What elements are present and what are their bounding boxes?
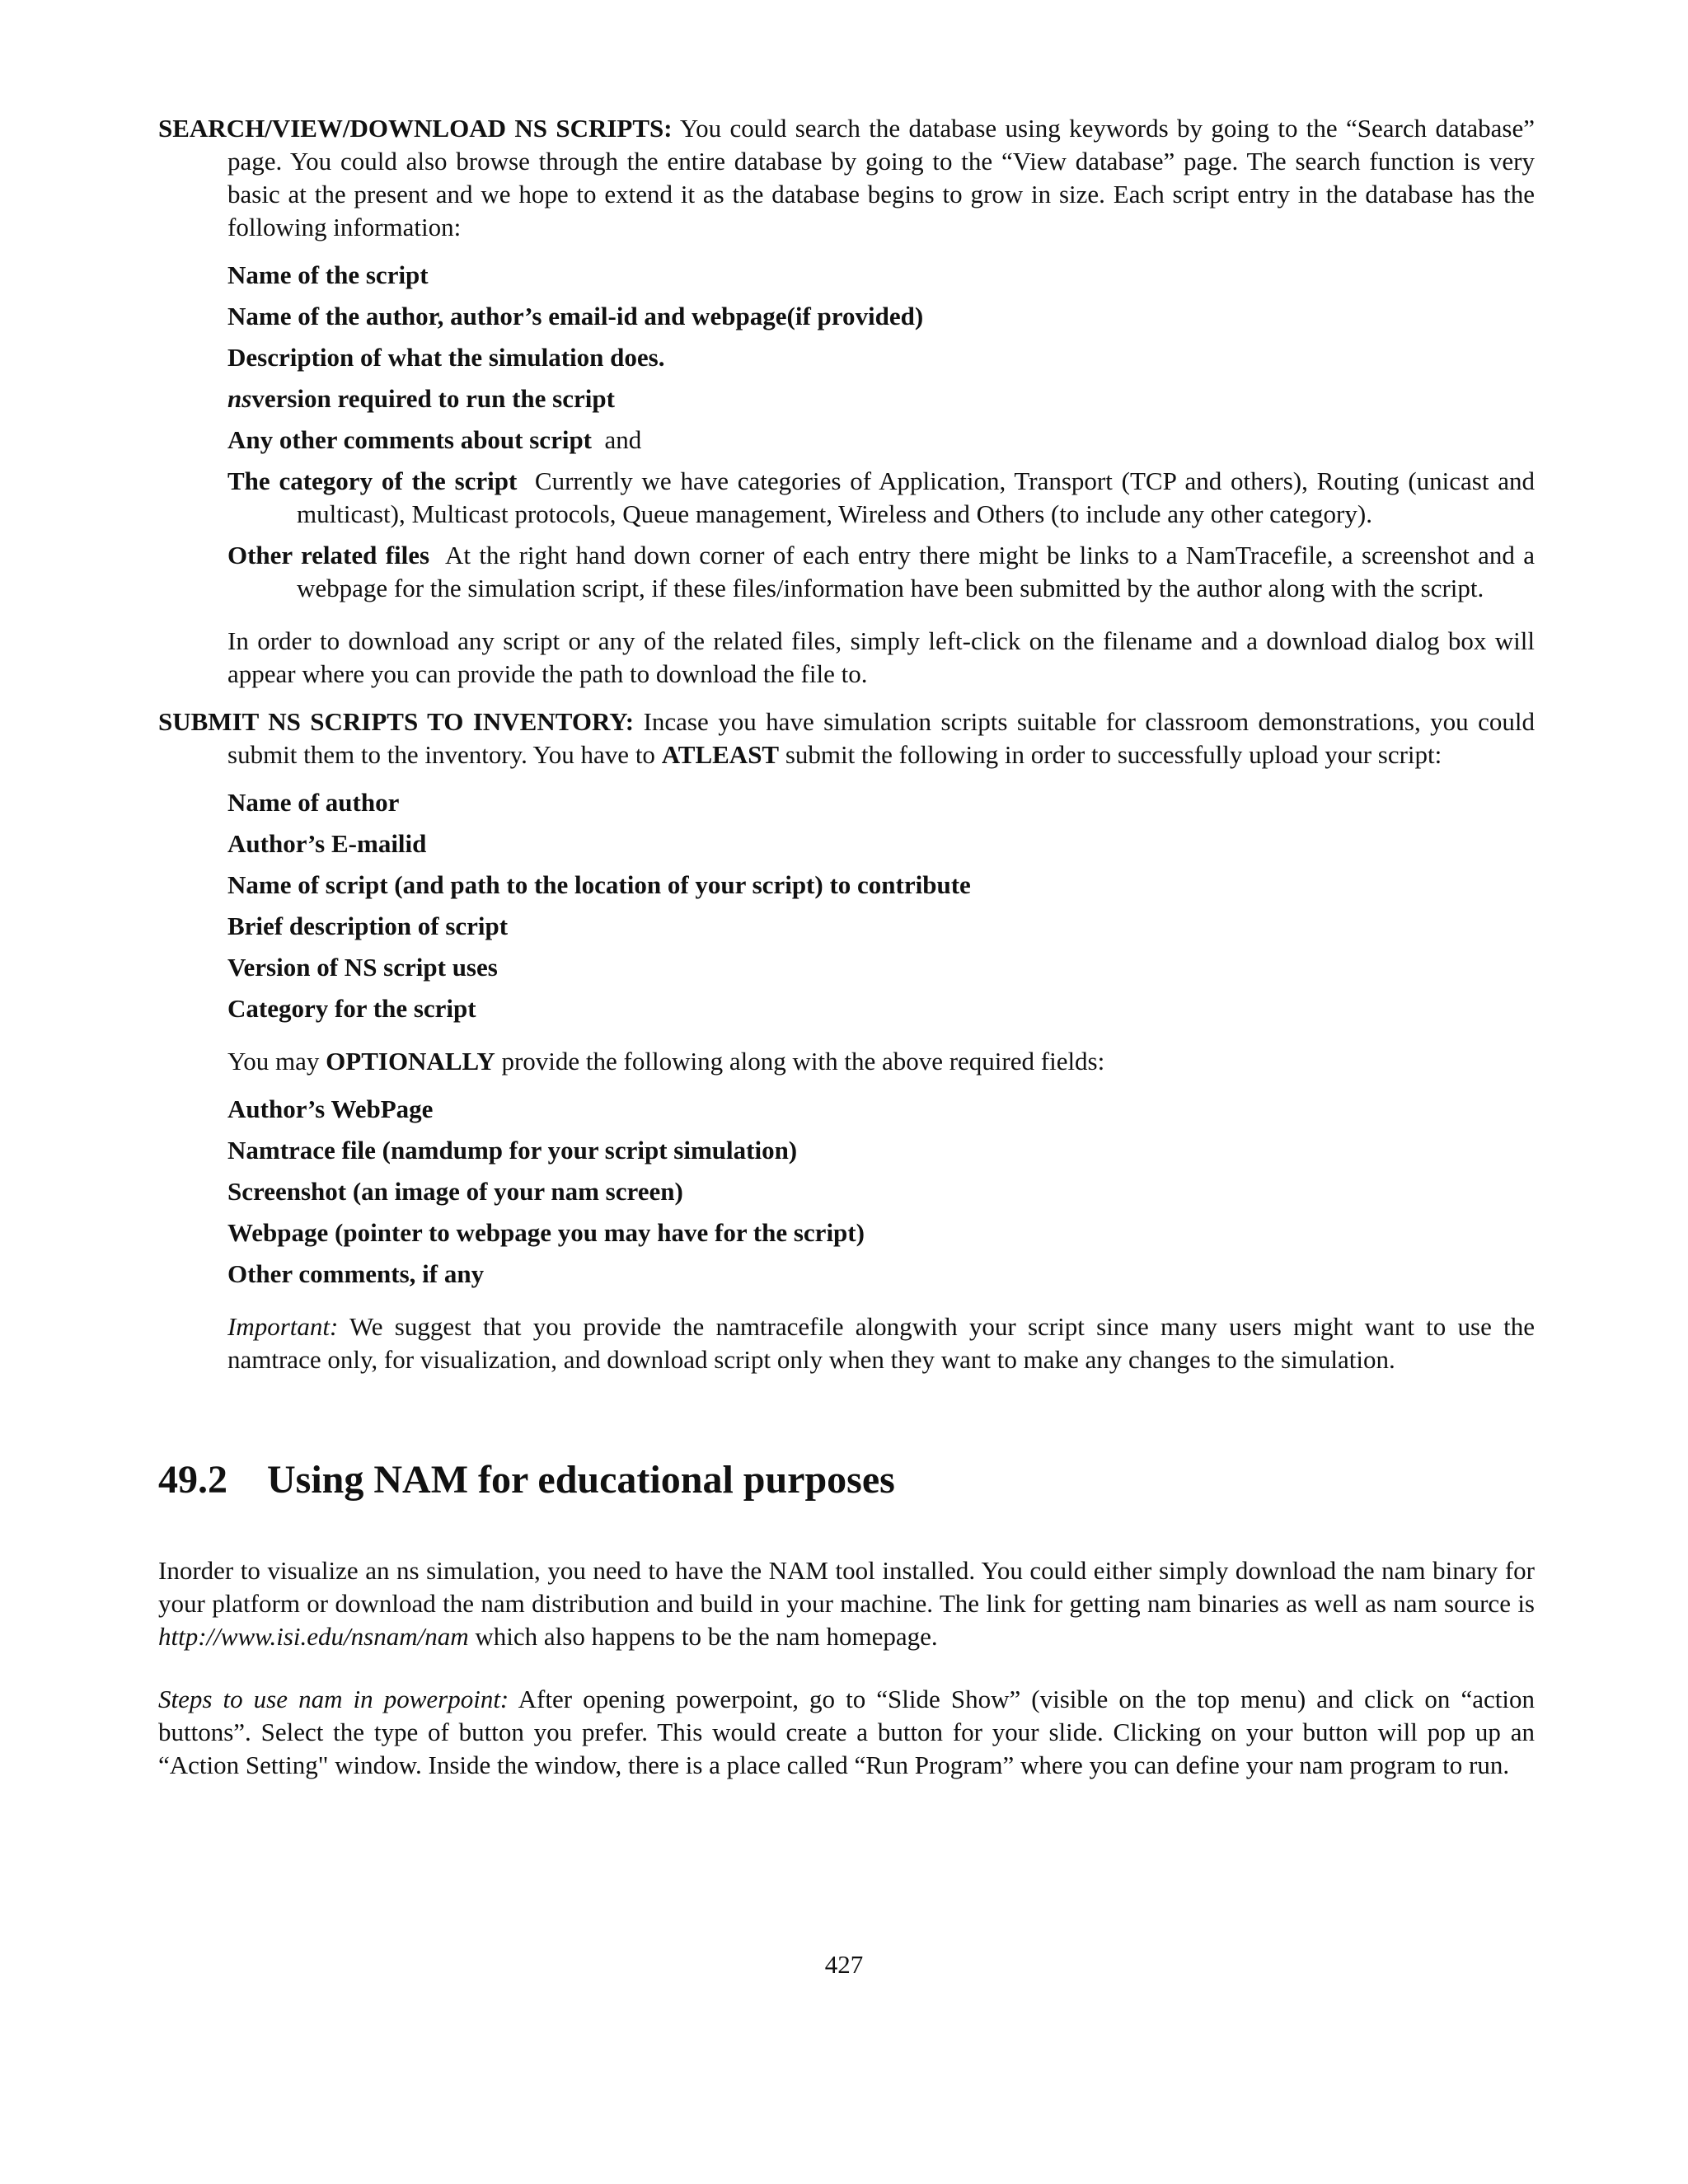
- related-term: Other related files: [227, 541, 430, 569]
- nam-text-after: which also happens to be the nam homepage.: [475, 1622, 938, 1651]
- required-item: Brief description of script: [227, 912, 509, 940]
- section-title: Using NAM for educational purposes: [267, 1458, 895, 1502]
- required-item: Version of NS script uses: [227, 953, 498, 982]
- optional-item: Webpage (pointer to webpage you may have for the script): [227, 1218, 865, 1247]
- optional-before: You may: [227, 1047, 320, 1076]
- info-item-ns-version: [227, 382, 1535, 415]
- info-item-related-files: [227, 539, 1535, 605]
- category-term: The category of the script: [227, 466, 518, 495]
- comments-and: and: [604, 425, 642, 454]
- info-item-description: Description of what the simulation does.: [227, 343, 665, 372]
- required-fields-list: [227, 786, 1535, 1376]
- required-item: Name of author: [227, 788, 400, 817]
- powerpoint-label: Steps to use nam in powerpoint:: [158, 1685, 509, 1713]
- search-info-list: [227, 259, 1535, 691]
- important-note: [227, 1310, 1535, 1376]
- category-text: Currently we have categories of Application, Transport (TCP and others), Routing (unicast and multicast), Multicast protocols, Queue management, Wireless and Others (to include any other category).: [297, 466, 1536, 528]
- optional-intro: [227, 1045, 1535, 1078]
- submit-text-after: submit the following in order to successfully upload your script:: [785, 740, 1442, 769]
- nam-text-before: Inorder to visualize an ns simulation, you need to have the NAM tool installed. You could either simply download the nam binary for your platform or download the nam distribution and build in your machine. The link for getting nam binaries as well as nam source is: [158, 1556, 1535, 1618]
- search-section: [158, 112, 1535, 244]
- optional-fields-list: [227, 1093, 1535, 1291]
- powerpoint-paragraph: [158, 1683, 1535, 1782]
- optionally-emphasis: OPTIONALLY: [326, 1047, 495, 1076]
- ns-version-text: version required to run the script: [251, 384, 615, 413]
- nam-paragraph: [158, 1554, 1535, 1653]
- page-content: [158, 105, 1535, 1782]
- info-item-comments: [227, 424, 1535, 457]
- required-item: Name of script (and path to the location of your script) to contribute: [227, 870, 971, 899]
- submit-heading: SUBMIT NS SCRIPTS TO INVENTORY:: [158, 707, 635, 736]
- search-heading: SEARCH/VIEW/DOWNLOAD NS SCRIPTS:: [158, 114, 673, 143]
- atleast-emphasis: ATLEAST: [661, 740, 780, 769]
- download-paragraph: In order to download any script or any of the related files, simply left-click on the filename and a download dialog box will appear where you can provide the path to download the file to.: [227, 626, 1535, 688]
- optional-after: provide the following along with the above required fields:: [501, 1047, 1105, 1076]
- info-item-category: [227, 465, 1535, 531]
- important-text: We suggest that you provide the namtracefile alongwith your script since many users might want to use the namtrace only, for visualization, and download script only when they want to make any changes to the simulation.: [227, 1312, 1535, 1374]
- submit-text-before: Incase you have simulation scripts suitable for classroom demonstrations, you could submit them to the inventory. You have to: [227, 707, 1536, 769]
- powerpoint-text: After opening powerpoint, go to “Slide Show” (visible on the top menu) and click on “action buttons”. Select the type of button you prefer. This would create a button for your slide. Clicking on your button will pop up an “Action Setting" window. Inside the window, there is a place called “Run Program” where you can define your nam program to run.: [158, 1685, 1535, 1779]
- page-number: 427: [824, 1950, 864, 1979]
- optional-item: Namtrace file (namdump for your script simulation): [227, 1136, 798, 1165]
- optional-item: Screenshot (an image of your nam screen): [227, 1177, 683, 1206]
- submit-section: [158, 705, 1535, 771]
- required-item: Author’s E-mailid: [227, 829, 427, 858]
- required-item: Category for the script: [227, 994, 476, 1023]
- related-text: At the right hand down corner of each entry there might be links to a NamTracefile, a screenshot and a webpage for the simulation script, if these files/information have been submitted by the author along with the script.: [297, 541, 1535, 602]
- important-label: Important:: [227, 1312, 339, 1341]
- section-number: 49.2: [158, 1458, 227, 1502]
- ns-italic: ns: [227, 384, 252, 413]
- optional-item: Author’s WebPage: [227, 1094, 434, 1123]
- section-heading: [158, 1455, 1535, 1505]
- optional-item: Other comments, if any: [227, 1259, 485, 1288]
- info-item-author: Name of the author, author’s email-id and webpage(if provided): [227, 302, 924, 330]
- nam-url: http://www.isi.edu/nsnam/nam: [158, 1622, 469, 1651]
- comments-label: Any other comments about script: [227, 425, 593, 454]
- info-item-script-name: Name of the script: [227, 260, 429, 289]
- search-text: You could search the database using keywords by going to the “Search database” page. You could also browse through the entire database by going to the “View database” page. The search function is very basic at the present and we hope to extend it as the database begins to grow in size. Each script entry in the database has the following information:: [227, 114, 1535, 241]
